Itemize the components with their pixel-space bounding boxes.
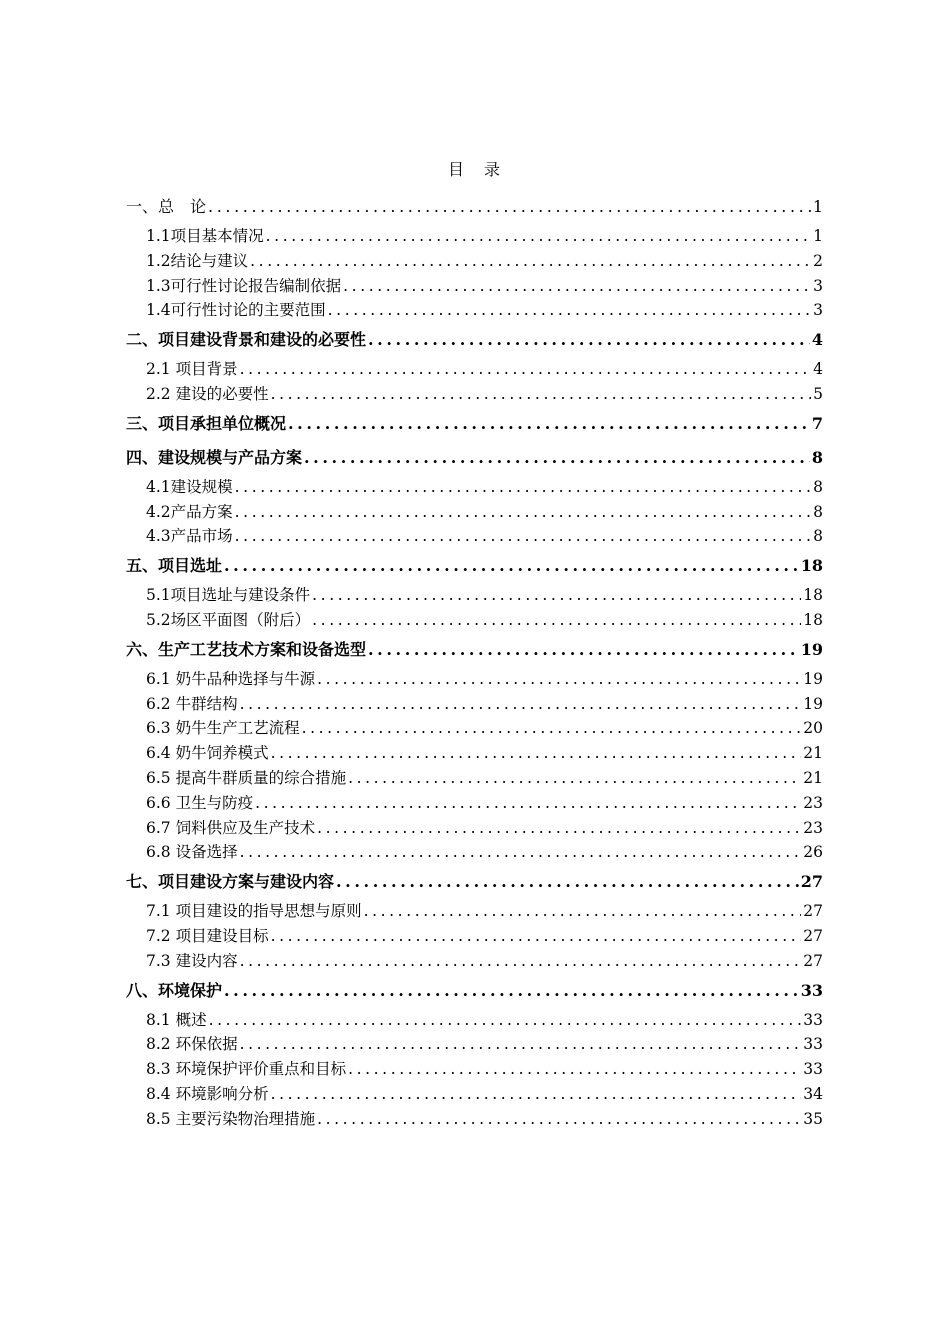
toc-dot-leader (348, 1057, 801, 1082)
toc-entry-label: 8.5 主要污染物治理措施 (146, 1109, 316, 1128)
toc-page-number: 8 (813, 527, 823, 546)
toc-dot-leader (348, 766, 801, 791)
toc-dot-leader (312, 583, 801, 608)
toc-dot-leader (266, 224, 811, 249)
toc-section-entry[interactable] (126, 816, 823, 841)
toc-dot-leader (336, 865, 799, 899)
toc-entry-label: 2.2 建设的必要性 (146, 384, 269, 403)
toc-entry-label: 7.2 项目建设目标 (146, 926, 269, 945)
toc-entry-label: 2.1 项目背景 (146, 360, 238, 379)
toc-dot-leader (224, 549, 799, 583)
toc-page-number: 33 (803, 1010, 823, 1029)
toc-dot-leader (317, 816, 801, 841)
toc-dot-leader (328, 298, 811, 323)
toc-entry-label: 6.3 奶牛生产工艺流程 (146, 719, 300, 738)
toc-page-number: 8 (811, 447, 823, 467)
toc-chapter-entry[interactable] (126, 441, 823, 475)
toc-chapter-entry[interactable] (126, 323, 823, 357)
toc-page-number: 23 (803, 818, 823, 837)
toc-section-entry[interactable] (126, 716, 823, 741)
toc-entry-label: 8.3 环境保护评价重点和目标 (146, 1060, 347, 1079)
toc-section-entry[interactable] (126, 1082, 823, 1107)
toc-dot-leader (240, 1032, 802, 1057)
toc-page-number: 20 (803, 719, 823, 738)
toc-section-entry[interactable] (126, 741, 823, 766)
toc-page-number: 18 (800, 556, 823, 576)
toc-entry-label: 1.3可行性讨论报告编制依据 (146, 276, 342, 295)
toc-page-number: 33 (800, 980, 823, 1000)
toc-page-number: 1 (813, 227, 823, 245)
toc-section-entry[interactable] (126, 357, 823, 382)
toc-dot-leader (271, 924, 802, 949)
toc-chapter-entry[interactable] (126, 974, 823, 1008)
toc-page-number: 19 (803, 669, 823, 688)
toc-dot-leader (224, 974, 799, 1008)
toc-entry-label: 五、项目选址 (126, 556, 223, 576)
toc-entry-label: 6.8 设备选择 (146, 843, 238, 862)
toc-dot-leader (302, 716, 802, 741)
toc-section-entry[interactable] (126, 924, 823, 949)
toc-entry-label: 4.1建设规模 (146, 477, 233, 496)
toc-section-entry[interactable] (126, 1008, 823, 1033)
toc-page-number: 4 (813, 360, 823, 379)
toc-page-number: 5 (813, 384, 823, 403)
toc-section-entry[interactable] (126, 382, 823, 407)
toc-dot-leader (240, 357, 811, 382)
toc-section-entry[interactable] (126, 524, 823, 549)
toc-dot-leader (317, 667, 801, 692)
toc-page-number: 18 (803, 586, 823, 605)
toc-dot-leader (240, 840, 802, 865)
toc-entry-label: 6.5 提高牛群质量的综合措施 (146, 768, 347, 787)
table-of-contents (126, 190, 823, 1132)
toc-page-number: 35 (803, 1109, 823, 1128)
toc-page-number: 21 (803, 744, 823, 763)
toc-page-number: 33 (803, 1035, 823, 1054)
toc-entry-label: 6.2 牛群结构 (146, 694, 238, 713)
toc-section-entry[interactable] (126, 224, 823, 249)
toc-chapter-entry[interactable] (126, 190, 823, 224)
toc-page-number: 34 (803, 1084, 823, 1103)
toc-entry-label: 1.4可行性讨论的主要范围 (146, 301, 326, 320)
toc-entry-label: 5.1项目选址与建设条件 (146, 586, 311, 605)
toc-page-number: 2 (813, 251, 823, 270)
toc-dot-leader (317, 1107, 801, 1132)
toc-section-entry[interactable] (126, 249, 823, 274)
toc-page-number: 8 (813, 477, 823, 496)
toc-dot-leader (235, 475, 811, 500)
toc-section-entry[interactable] (126, 766, 823, 791)
toc-page-number: 19 (800, 639, 823, 659)
toc-page-number: 27 (803, 902, 823, 921)
toc-dot-leader (250, 249, 811, 274)
toc-section-entry[interactable] (126, 583, 823, 608)
toc-page-number: 19 (803, 694, 823, 713)
toc-page-number: 26 (803, 843, 823, 862)
toc-dot-leader (304, 441, 810, 475)
toc-dot-leader (312, 608, 801, 633)
toc-section-entry[interactable] (126, 298, 823, 323)
toc-entry-label: 六、生产工艺技术方案和设备选型 (126, 639, 367, 659)
toc-entry-label: 二、项目建设背景和建设的必要性 (126, 330, 367, 350)
toc-section-entry[interactable] (126, 949, 823, 974)
toc-section-entry[interactable] (126, 692, 823, 717)
toc-section-entry[interactable] (126, 791, 823, 816)
toc-entry-label: 4.3产品市场 (146, 527, 233, 546)
toc-chapter-entry[interactable] (126, 407, 823, 441)
toc-title: 目 录 (447, 160, 502, 179)
toc-page-number: 33 (803, 1060, 823, 1079)
toc-entry-label: 1.2结论与建议 (146, 251, 249, 270)
toc-entry-label: 8.4 环境影响分析 (146, 1084, 269, 1103)
toc-page-number: 3 (813, 276, 823, 295)
toc-page-number: 3 (813, 301, 823, 320)
toc-page-number: 7 (811, 413, 823, 433)
toc-dot-leader (209, 1008, 802, 1033)
toc-chapter-entry[interactable] (126, 549, 823, 583)
toc-section-entry[interactable] (126, 475, 823, 500)
toc-entry-label: 七、项目建设方案与建设内容 (126, 872, 335, 892)
toc-page-number: 23 (803, 793, 823, 812)
toc-page-number: 4 (811, 330, 823, 350)
toc-entry-label: 7.1 项目建设的指导思想与原则 (146, 902, 362, 921)
toc-chapter-entry[interactable] (126, 633, 823, 667)
toc-dot-leader (368, 323, 810, 357)
toc-dot-leader (255, 791, 801, 816)
toc-page-number: 27 (803, 926, 823, 945)
toc-page-number: 8 (813, 502, 823, 521)
toc-dot-leader (271, 741, 802, 766)
toc-entry-label: 7.3 建设内容 (146, 951, 238, 970)
toc-chapter-entry[interactable] (126, 865, 823, 899)
toc-dot-leader (288, 407, 810, 441)
toc-entry-label: 6.1 奶牛品种选择与牛源 (146, 669, 316, 688)
toc-entry-label: 6.4 奶牛饲养模式 (146, 744, 269, 763)
toc-page-number: 27 (800, 872, 823, 892)
toc-dot-leader (343, 274, 811, 299)
toc-section-entry[interactable] (126, 1032, 823, 1057)
toc-section-entry[interactable] (126, 667, 823, 692)
toc-dot-leader (368, 633, 799, 667)
toc-dot-leader (208, 190, 811, 224)
toc-entry-label: 三、项目承担单位概况 (126, 413, 287, 433)
toc-page-number: 18 (803, 610, 823, 629)
toc-dot-leader (364, 899, 802, 924)
toc-entry-label: 6.7 饲料供应及生产技术 (146, 818, 316, 837)
toc-entry-label: 八、环境保护 (126, 980, 223, 1000)
toc-page-number: 1 (812, 197, 823, 216)
toc-dot-leader (240, 949, 802, 974)
toc-page-number: 27 (803, 951, 823, 970)
toc-entry-label: 4.2产品方案 (146, 502, 233, 521)
toc-dot-leader (235, 500, 811, 525)
toc-section-entry[interactable] (126, 1107, 823, 1132)
toc-section-entry[interactable] (126, 608, 823, 633)
toc-entry-label: 6.6 卫生与防疫 (146, 793, 254, 812)
toc-dot-leader (271, 382, 811, 407)
toc-section-entry[interactable] (126, 1057, 823, 1082)
toc-entry-label: 5.2场区平面图（附后） (146, 610, 311, 629)
toc-dot-leader (235, 524, 811, 549)
toc-entry-label: 四、建设规模与产品方案 (126, 447, 303, 467)
toc-section-entry[interactable] (126, 840, 823, 865)
toc-dot-leader (271, 1082, 802, 1107)
toc-page-number: 21 (803, 768, 823, 787)
toc-entry-label: 一、总 论 (126, 197, 207, 216)
toc-section-entry[interactable] (126, 274, 823, 299)
toc-dot-leader (240, 692, 802, 717)
toc-entry-label: 8.1 概述 (146, 1010, 207, 1029)
toc-entry-label: 8.2 环保依据 (146, 1035, 238, 1054)
toc-section-entry[interactable] (126, 500, 823, 525)
toc-section-entry[interactable] (126, 899, 823, 924)
toc-entry-label: 1.1项目基本情况 (146, 227, 264, 245)
